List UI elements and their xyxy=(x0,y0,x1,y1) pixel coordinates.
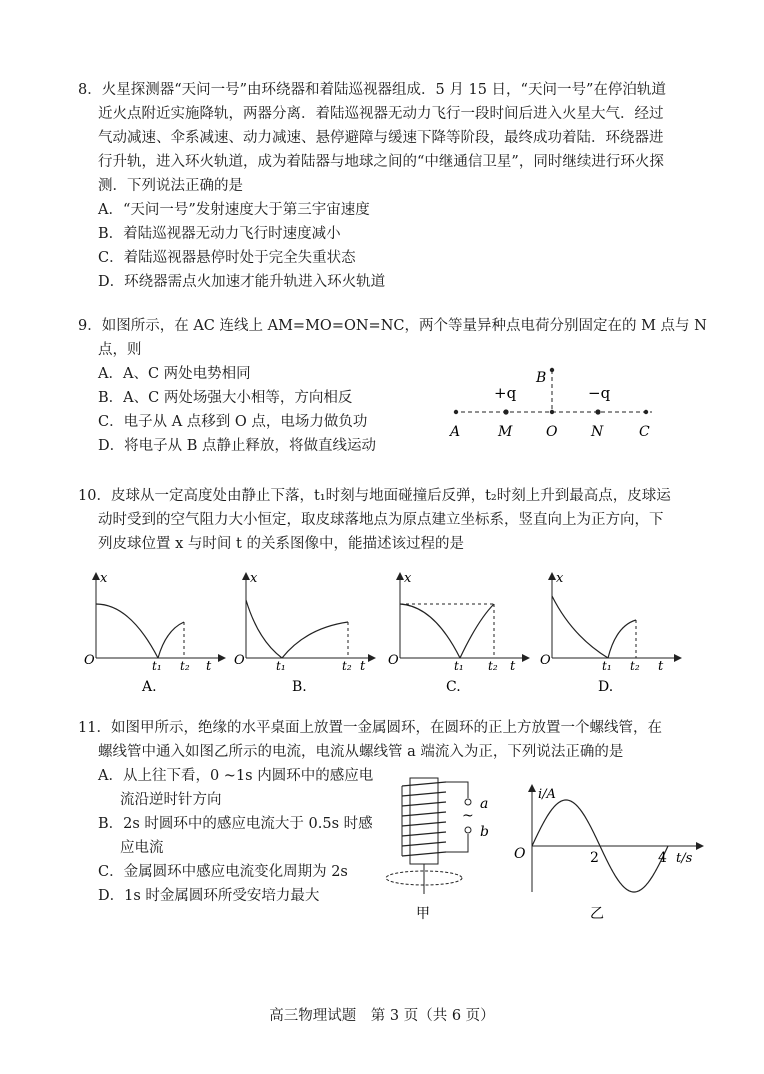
q9-stem-line-1: 9．如图所示，在 AC 连线上 AM=MO=ON=NC，两个等量异种点电荷分别固定在的 M 点与 N xyxy=(78,318,707,334)
q10-a-t-label: t xyxy=(206,659,212,674)
q9-label-b: B xyxy=(536,370,547,386)
q11-caption-jia: 甲 xyxy=(416,906,430,922)
q9-label-minus-q: −q xyxy=(588,384,611,402)
q10-c-t-label: t xyxy=(510,659,516,674)
q8-stem-line-2: 近火点附近实施降轨，两器分离．着陆巡视器无动力飞行一段时间后进入火星大气．经过 xyxy=(98,106,664,122)
q11-lead-b xyxy=(446,834,468,852)
q10-a-y-label: x xyxy=(100,571,108,586)
q9-option-b: B．A、C 两处场强大小相等，方向相反 xyxy=(98,390,353,406)
q11-ac-source-symbol: ~ xyxy=(462,808,474,824)
q10-a-t1: t₁ xyxy=(152,659,162,673)
q8-option-a: A．“天问一号”发射速度大于第三宇宙速度 xyxy=(98,202,370,218)
q11-yi-tick-2: 2 xyxy=(590,850,599,866)
q11-caption-yi: 乙 xyxy=(590,906,604,922)
q8-option-d: D．环绕器需点火加速才能升轨进入环火轨道 xyxy=(98,274,386,290)
q10-c-origin: O xyxy=(388,653,399,668)
q11-yi-origin: O xyxy=(514,846,526,862)
q9-label-plus-q: +q xyxy=(494,384,517,402)
q9-charge-diagram xyxy=(440,360,670,460)
q9-label-o: O xyxy=(546,424,558,440)
q9-stem-line-2: 点，则 xyxy=(98,342,142,358)
q11-option-a-line-2: 流沿逆时针方向 xyxy=(120,792,222,808)
q9-label-m: M xyxy=(498,424,513,440)
q10-graph-b xyxy=(230,566,380,696)
q8-stem-line-4: 行升轨，进入环火轨道，成为着陆器与地球之间的“中继通信卫星”，同时继续进行环火探 xyxy=(98,154,664,170)
q10-d-y-label: x xyxy=(556,571,564,586)
q10-d-t2: t₂ xyxy=(630,659,640,673)
q8-option-c: C．着陆巡视器悬停时处于完全失重状态 xyxy=(98,250,356,266)
q8-stem-line-3: 气动减速、伞系减速、动力减速、悬停避障与缓速下降等阶段，最终成功着陆．环绕器进 xyxy=(98,130,664,146)
q10-d-t1: t₁ xyxy=(602,659,612,673)
q11-yi-t-label: t/s xyxy=(676,851,693,866)
q10-c-t1: t₁ xyxy=(454,659,464,673)
q10-c-y-label: x xyxy=(404,571,412,586)
q11-terminal-a xyxy=(465,799,471,805)
q10-b-t2: t₂ xyxy=(342,659,352,673)
q10-a-caption: A. xyxy=(142,679,157,695)
q9-point-b xyxy=(550,368,554,372)
q10-c-fall-curve xyxy=(400,604,460,658)
q10-b-t1: t₁ xyxy=(276,659,286,673)
q10-graph-a xyxy=(80,566,230,696)
q10-stem-line-3: 列皮球位置 x 与时间 t 的关系图像中，能描述该过程的是 xyxy=(98,536,464,552)
q10-stem-line-2: 动时受到的空气阻力大小恒定，取皮球落地点为原点建立坐标系，竖直向上为正方向，下 xyxy=(98,512,664,528)
q9-label-a: A xyxy=(450,424,461,440)
q11-lead-a xyxy=(446,782,468,798)
q11-option-c: C．金属圆环中感应电流变化周期为 2s xyxy=(98,864,348,880)
q11-terminal-b xyxy=(465,827,471,833)
q9-point-o xyxy=(550,410,554,414)
q9-option-d: D．将电子从 B 点静止释放，将做直线运动 xyxy=(98,438,376,454)
q11-solenoid-core xyxy=(410,778,438,864)
q9-point-m xyxy=(503,409,508,414)
q10-a-rise-curve xyxy=(158,622,184,658)
q11-label-a: a xyxy=(480,796,489,812)
q10-b-y-label: x xyxy=(250,571,258,586)
q11-yi-y-label: i/A xyxy=(538,787,556,802)
q8-stem-line-5: 测．下列说法正确的是 xyxy=(98,178,243,194)
q10-a-origin: O xyxy=(84,653,95,668)
q10-a-t2: t₂ xyxy=(180,659,190,673)
q11-yi-tick-4: 4 xyxy=(658,850,667,866)
q11-option-b-line-1: B．2s 时圆环中的感应电流大于 0.5s 时感 xyxy=(98,816,373,832)
q9-point-a xyxy=(454,410,458,414)
q10-b-t-label: t xyxy=(360,659,366,674)
q9-label-c: C xyxy=(639,424,650,440)
q10-c-rise-curve xyxy=(460,604,494,658)
q8-option-b: B．着陆巡视器无动力飞行时速度减小 xyxy=(98,226,341,242)
q10-d-fall-curve xyxy=(552,596,608,658)
q10-d-origin: O xyxy=(540,653,551,668)
q9-point-c xyxy=(644,410,648,414)
q11-stem-line-1: 11．如图甲所示，绝缘的水平桌面上放置一金属圆环，在圆环的正上方放置一个螺线管，在 xyxy=(78,720,662,736)
q9-label-n: N xyxy=(591,424,604,440)
q9-option-c: C．电子从 A 点移到 O 点，电场力做负功 xyxy=(98,414,368,430)
q10-stem-line-1: 10．皮球从一定高度处由静止下落，t₁时刻与地面碰撞后反弹，t₂时刻上升到最高点，皮球运 xyxy=(78,488,671,504)
q9-option-a: A．A、C 两处电势相同 xyxy=(98,366,251,382)
q10-graph-c xyxy=(384,566,534,696)
q10-d-t-label: t xyxy=(658,659,664,674)
question-10 xyxy=(78,484,718,556)
q11-option-b-line-2: 应电流 xyxy=(120,840,164,856)
q11-option-a-line-1: A．从上往下看，0 ~1s 内圆环中的感应电 xyxy=(98,768,374,784)
q10-b-caption: B. xyxy=(292,679,307,695)
q10-b-origin: O xyxy=(234,653,245,668)
q10-a-fall-curve xyxy=(96,604,158,658)
q8-stem-line-1: 8．火星探测器“天问一号”由环绕器和着陆巡视器组成．5 月 15 日，“天问一号”在停泊轨道 xyxy=(78,82,666,98)
q10-b-fall-curve xyxy=(246,600,282,658)
q11-solenoid-coil xyxy=(402,782,446,856)
q10-d-caption: D. xyxy=(598,679,614,695)
q11-stem-line-2: 螺线管中通入如图乙所示的电流，电流从螺线管 a 端流入为正，下列说法正确的是 xyxy=(98,744,624,760)
question-8 xyxy=(78,78,718,294)
q11-label-b: b xyxy=(480,824,489,840)
q11-figure-jia xyxy=(380,772,500,926)
q11-figure-yi xyxy=(506,780,706,926)
q10-b-rise-curve xyxy=(282,622,348,658)
q10-c-caption: C. xyxy=(446,679,461,695)
q10-graph-d xyxy=(536,566,686,696)
q11-option-d: D．1s 时金属圆环所受安培力最大 xyxy=(98,888,320,904)
page-footer: 高三物理试题 第 3 页（共 6 页） xyxy=(269,1008,495,1024)
q10-d-rise-curve xyxy=(608,620,636,658)
q10-c-t2: t₂ xyxy=(488,659,498,673)
q9-point-n xyxy=(595,409,600,414)
